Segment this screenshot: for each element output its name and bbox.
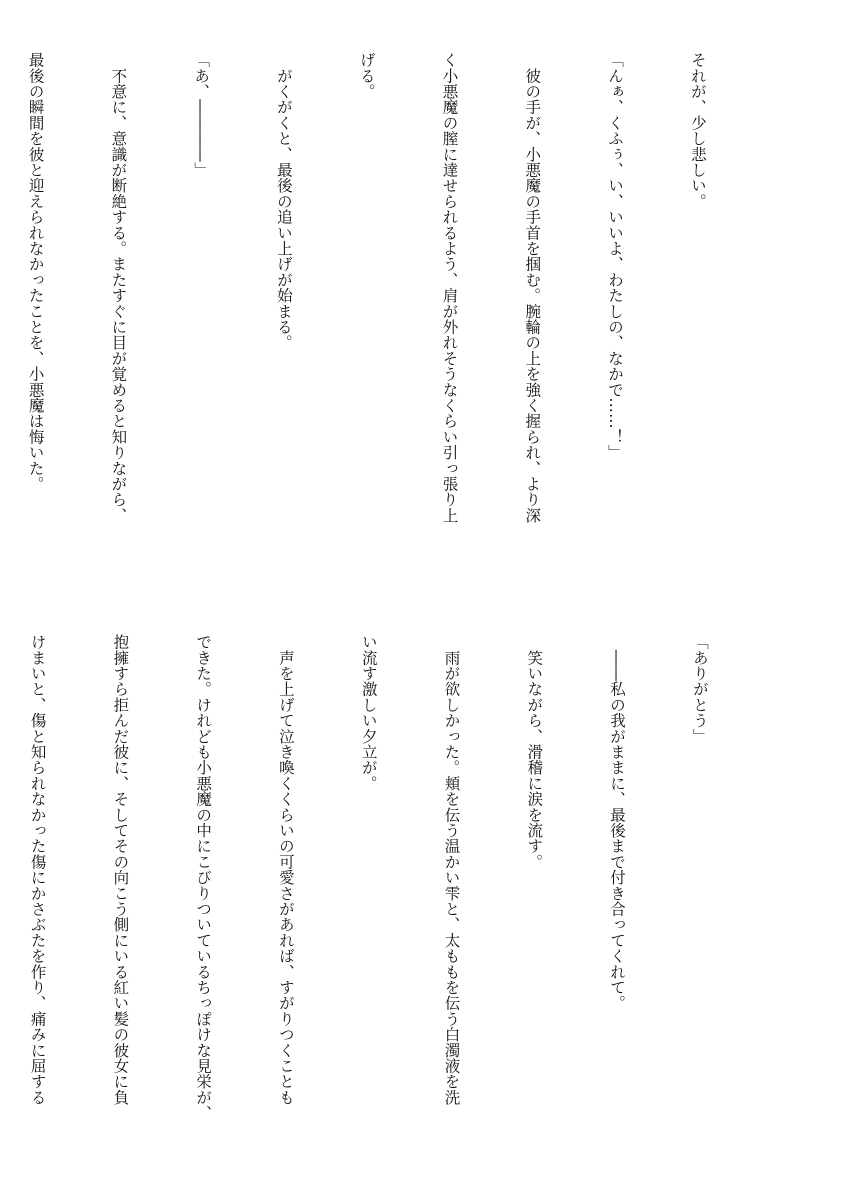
text-line: 抱擁すら拒んだ彼に、そしてその向こう側にいる紅い髪の彼女に負	[111, 634, 130, 1105]
text-line: 「ありがとう」	[690, 634, 709, 744]
text-line: けまいと、傷と知られなかった傷にかさぶたを作り、痛みに屈する	[28, 634, 47, 1105]
text-line: 彼の手が、小悪魔の手首を掴む。腕輪の上を強く握られ、より深	[523, 52, 542, 523]
text-line: ――私の我がままに、最後まで付き合ってくれて。	[608, 634, 627, 1011]
text-line: できた。けれども小悪魔の中にこびりついているちっぽけな見栄が、	[194, 634, 213, 1121]
text-line: い流す激しい夕立が。	[359, 634, 378, 791]
text-line: 「あ、――――」	[192, 52, 211, 178]
text-line: 「んぁ、くふぅ、い、いいよ、わたしの、なかで……！」	[606, 52, 625, 461]
text-line: 雨が欲しかった。頬を伝う温かい雫と、太ももを伝う白濁液を洗	[442, 634, 461, 1105]
text-line: それが、少し悲しい。	[688, 52, 707, 209]
text-line: く小悪魔の膣に達せられるよう、肩が外れそうなくらい引っ張り上	[440, 52, 459, 523]
text-line: げる。	[357, 52, 376, 100]
text-line: 笑いながら、滑稽に涙を流す。	[525, 634, 544, 870]
text-line: 不意に、意識が断絶する。またすぐに目が覚めると知りながら、	[109, 52, 128, 523]
text-line: 声を上げて泣き喚くくらいの可愛さがあれば、すがりつくことも	[276, 634, 295, 1105]
upper-text-block	[26, 52, 766, 604]
lower-text-block	[28, 634, 768, 1124]
text-line: がくがくと、最後の追い上げが始まる。	[274, 52, 293, 351]
text-line: 最後の瞬間を彼と迎えられなかったことを、小悪魔は悔いた。	[26, 52, 45, 492]
